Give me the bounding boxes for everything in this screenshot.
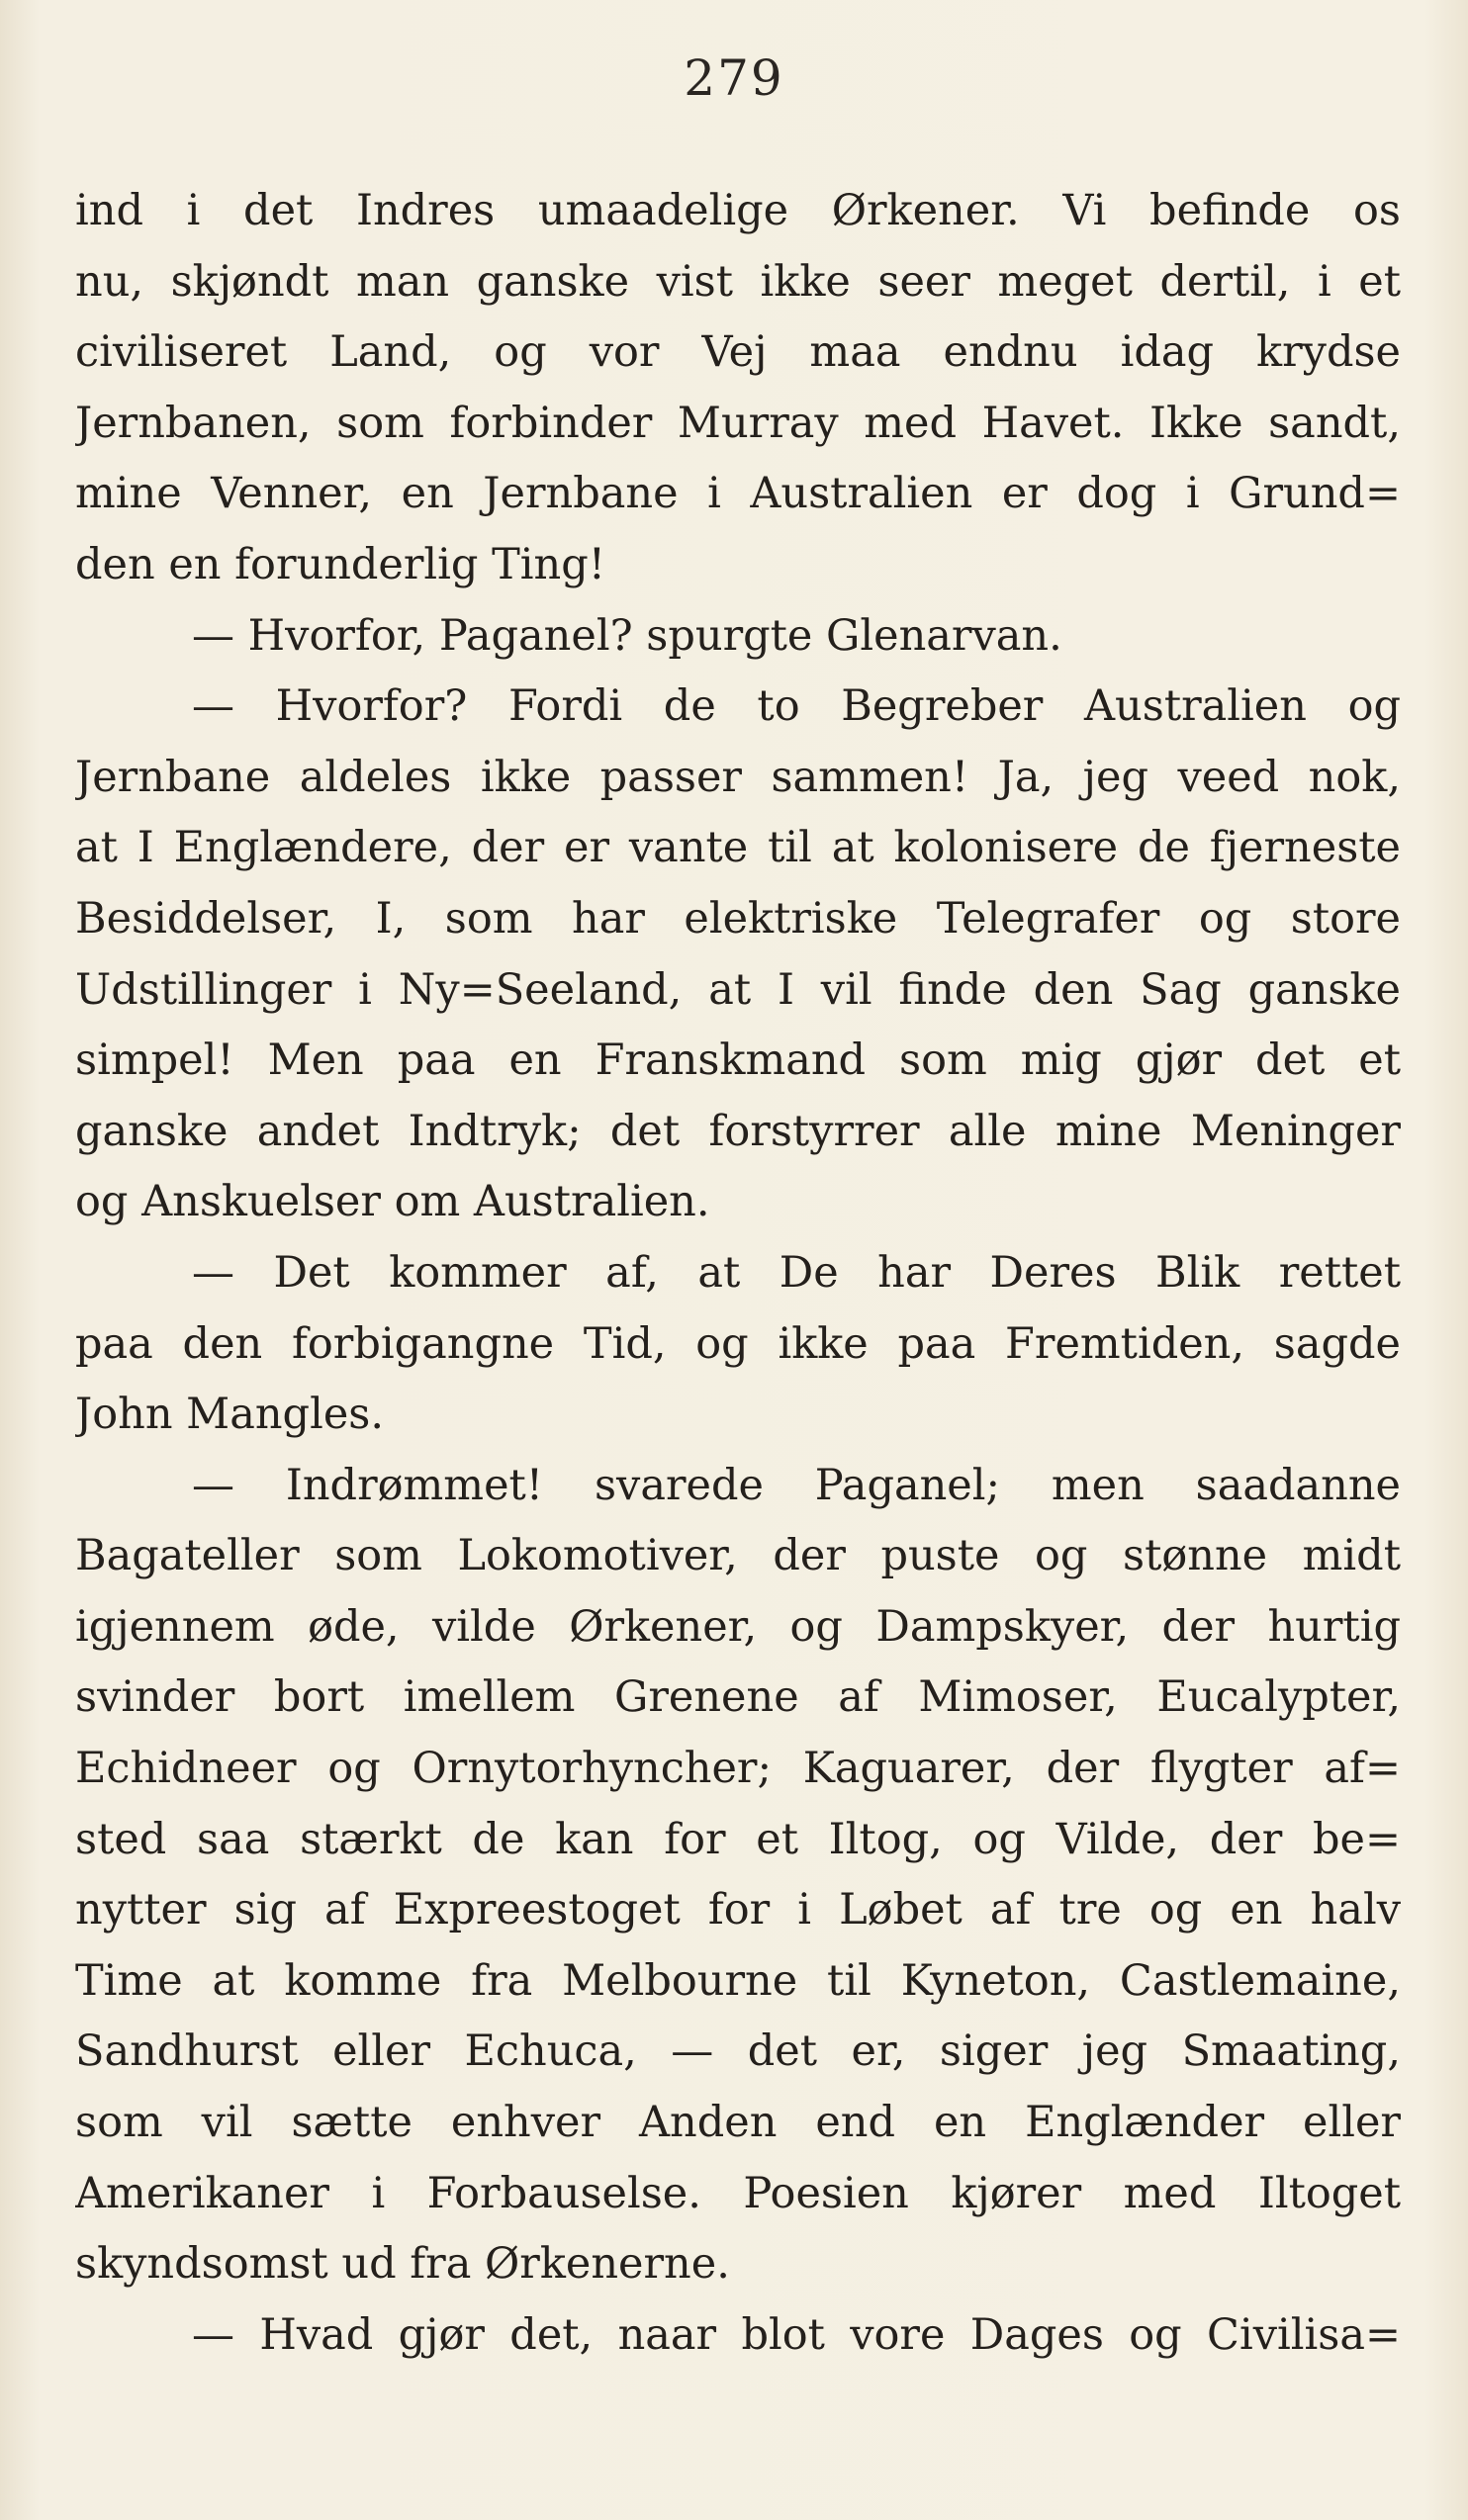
- text-line: den en forunderlig Ting!: [75, 539, 606, 589]
- page-number: 279: [684, 49, 784, 107]
- text-line: civiliseret Land, og vor Vej maa endnu idag krydse: [75, 327, 1401, 378]
- text-line: igjennem øde, vilde Ørkener, og Dampskyer, der hurtig: [75, 1601, 1401, 1652]
- text-line: paa den forbigangne Tid, og ikke paa Fremtiden, sagde: [75, 1318, 1401, 1369]
- text-line: Time at komme fra Melbourne til Kyneton, Castlemaine,: [75, 1955, 1401, 2006]
- text-line: svinder bort imellem Grenene af Mimoser, Eucalypter,: [75, 1672, 1401, 1723]
- text-line: skyndsomst ud fra Ørkenerne.: [75, 2239, 730, 2290]
- text-line: mine Venner, en Jernbane i Australien er dog i Grund=: [75, 469, 1401, 519]
- text-line: — Indrømmet! svarede Paganel; men saadanne: [192, 1460, 1401, 1510]
- text-line: — Hvorfor, Paganel? spurgte Glenarvan.: [192, 610, 1062, 661]
- text-line: simpel! Men paa en Franskmand som mig gjør det et: [75, 1035, 1401, 1086]
- text-line: som vil sætte enhver Anden end en Englænder eller: [75, 2098, 1401, 2148]
- text-line: Jernbane aldeles ikke passer sammen! Ja, jeg veed nok,: [75, 752, 1401, 802]
- text-line: at I Englændere, der er vante til at kolonisere de fjerneste: [75, 823, 1401, 873]
- text-line: ind i det Indres umaadelige Ørkener. Vi befinde os: [75, 186, 1401, 235]
- text-line: sted saa stærkt de kan for et Iltog, og Vilde, der be=: [75, 1814, 1401, 1864]
- text-line: ganske andet Indtryk; det forstyrrer alle mine Meninger: [75, 1106, 1401, 1156]
- text-line: — Hvorfor? Fordi de to Begreber Australien og: [192, 681, 1401, 732]
- text-line: — Det kommer af, at De har Deres Blik rettet: [192, 1247, 1401, 1298]
- text-line: Jernbanen, som forbinder Murray med Havet. Ikke sandt,: [75, 398, 1401, 448]
- text-line: Bagateller som Lokomotiver, der puste og stønne midt: [75, 1531, 1401, 1581]
- text-line: Sandhurst eller Echuca, — det er, siger jeg Smaating,: [75, 2026, 1401, 2077]
- text-line: Echidneer og Ornytorhyncher; Kaguarer, der flygter af=: [75, 1744, 1401, 1794]
- text-line: Amerikaner i Forbauselse. Poesien kjører med Iltoget: [75, 2168, 1401, 2218]
- text-line: Udstillinger i Ny=Seeland, at I vil finde den Sag ganske: [75, 964, 1401, 1015]
- text-line: — Hvad gjør det, naar blot vore Dages og Civilisa=: [192, 2309, 1401, 2360]
- text-line: og Anskuelser om Australien.: [75, 1177, 710, 1227]
- text-line: John Mangles.: [75, 1390, 385, 1440]
- text-line: nu, skjøndt man ganske vist ikke seer meget dertil, i et: [75, 256, 1401, 307]
- text-line: nytter sig af Expreestoget for i Løbet af tre og en halv: [75, 1885, 1401, 1935]
- text-line: Besiddelser, I, som har elektriske Telegrafer og store: [75, 893, 1401, 944]
- body-text: [75, 176, 1401, 2371]
